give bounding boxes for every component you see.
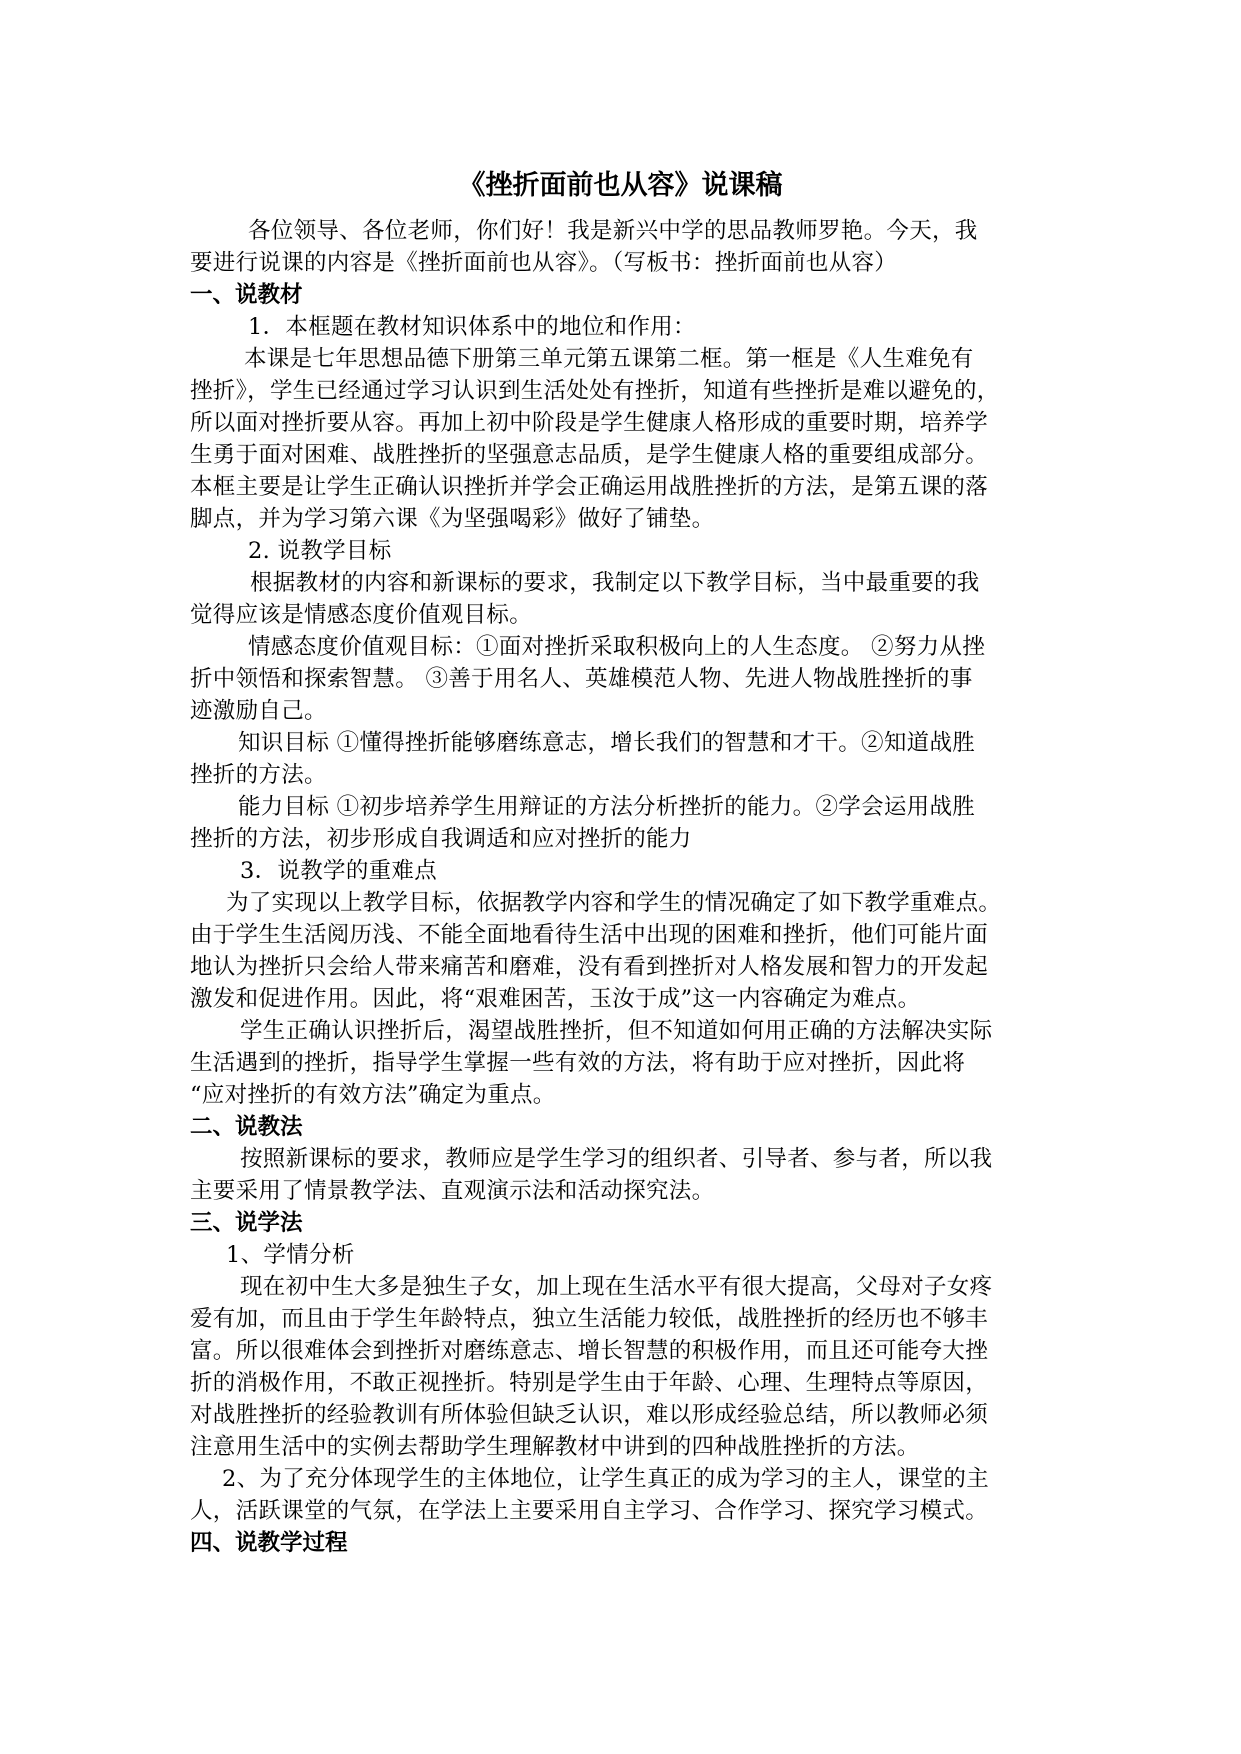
- paragraph-line: 要进行说课的内容是《挫折面前也从容》。（写板书：挫折面前也从容）: [190, 250, 898, 276]
- subsection-heading: 1．本框题在教材知识体系中的地位和作用：: [248, 314, 696, 340]
- document-title: 《挫折面前也从容》说课稿: [458, 170, 783, 201]
- subsection-heading: 1、学情分析: [226, 1242, 355, 1268]
- paragraph-line: “应对挫折的有效方法”确定为重点。: [190, 1082, 556, 1108]
- paragraph-line: 挫折》，学生已经通过学习认识到生活处处有挫折，知道有些挫折是难以避免的，: [190, 378, 1000, 404]
- paragraph-line: 2、为了充分体现学生的主体地位，让学生真正的成为学习的主人，课堂的主: [222, 1466, 990, 1492]
- paragraph-line: 激发和促进作用。因此，将“艰难困苦，玉汝于成”这一内容确定为难点。: [190, 986, 921, 1012]
- paragraph-line: 迹激励自己。: [190, 698, 327, 724]
- paragraph-line: 情感态度价值观目标：①面对挫折采取积极向上的人生态度。 ②努力从挫: [248, 634, 986, 660]
- paragraph-line: 人，活跃课堂的气氛，在学法上主要采用自主学习、合作学习、探究学习模式。: [190, 1498, 989, 1524]
- paragraph-line: 根据教材的内容和新课标的要求，我制定以下教学目标，当中最重要的我: [250, 570, 980, 596]
- paragraph-line: 挫折的方法，初步形成自我调适和应对挫折的能力: [190, 826, 692, 852]
- paragraph-line: 折中领悟和探索智慧。 ③善于用名人、英雄模范人物、先进人物战胜挫折的事: [190, 666, 973, 692]
- paragraph-line: 对战胜挫折的经验教训有所体验但缺乏认识，难以形成经验总结，所以教师必须: [190, 1402, 989, 1428]
- paragraph-line: 挫折的方法。: [190, 762, 327, 788]
- subsection-heading: 3．说教学的重难点: [240, 858, 438, 884]
- paragraph-line: 能力目标 ①初步培养学生用辩证的方法分析挫折的能力。②学会运用战胜: [238, 794, 976, 820]
- paragraph-line: 注意用生活中的实例去帮助学生理解教材中讲到的四种战胜挫折的方法。: [190, 1434, 920, 1460]
- paragraph-line: 折的消极作用，不敢正视挫折。特别是学生由于年龄、心理、生理特点等原因，: [190, 1370, 989, 1396]
- paragraph-line: 现在初中生大多是独生子女，加上现在生活水平有很大提高，父母对子女疼: [240, 1274, 993, 1300]
- paragraph-line: 生勇于面对困难、战胜挫折的坚强意志品质，是学生健康人格的重要组成部分。: [190, 442, 989, 468]
- paragraph-line: 本课是七年思想品德下册第三单元第五课第二框。第一框是《人生难免有: [244, 346, 974, 372]
- paragraph-line: 所以面对挫折要从容。再加上初中阶段是学生健康人格形成的重要时期，培养学: [190, 410, 989, 436]
- paragraph-line: 爱有加，而且由于学生年龄特点，独立生活能力较低，战胜挫折的经历也不够丰: [190, 1306, 989, 1332]
- paragraph-line: 生活遇到的挫折，指导学生掌握一些有效的方法，将有助于应对挫折，因此将: [190, 1050, 966, 1076]
- paragraph-line: 觉得应该是情感态度价值观目标。: [190, 602, 533, 628]
- section-heading: 三、说学法: [190, 1210, 303, 1236]
- paragraph-line: 为了实现以上教学目标，依据教学内容和学生的情况确定了如下教学重难点。: [226, 890, 1002, 916]
- paragraph-line: 富。所以很难体会到挫折对磨练意志、增长智慧的积极作用，而且还可能夸大挫: [190, 1338, 989, 1364]
- paragraph-line: 各位领导、各位老师，你们好！我是新兴中学的思品教师罗艳。今天，我: [248, 218, 978, 244]
- paragraph-line: 地认为挫折只会给人带来痛苦和磨难，没有看到挫折对人格发展和智力的开发起: [190, 954, 989, 980]
- paragraph-line: 由于学生生活阅历浅、不能全面地看待生活中出现的困难和挫折，他们可能片面: [190, 922, 989, 948]
- section-heading: 二、说教法: [190, 1114, 303, 1140]
- paragraph-line: 按照新课标的要求，教师应是学生学习的组织者、引导者、参与者，所以我: [240, 1146, 993, 1172]
- paragraph-line: 知识目标 ①懂得挫折能够磨练意志，增长我们的智慧和才干。②知道战胜: [238, 730, 976, 756]
- paragraph-line: 主要采用了情景教学法、直观演示法和活动探究法。: [190, 1178, 715, 1204]
- section-heading: 四、说教学过程: [190, 1530, 348, 1556]
- paragraph-line: 学生正确认识挫折后，渴望战胜挫折，但不知道如何用正确的方法解决实际: [240, 1018, 993, 1044]
- paragraph-line: 脚点，并为学习第六课《为坚强喝彩》做好了铺垫。: [190, 506, 715, 532]
- subsection-heading: 2. 说教学目标: [248, 538, 392, 564]
- paragraph-line: 本框主要是让学生正确认识挫折并学会正确运用战胜挫折的方法，是第五课的落: [190, 474, 989, 500]
- section-heading: 一、说教材: [190, 282, 303, 308]
